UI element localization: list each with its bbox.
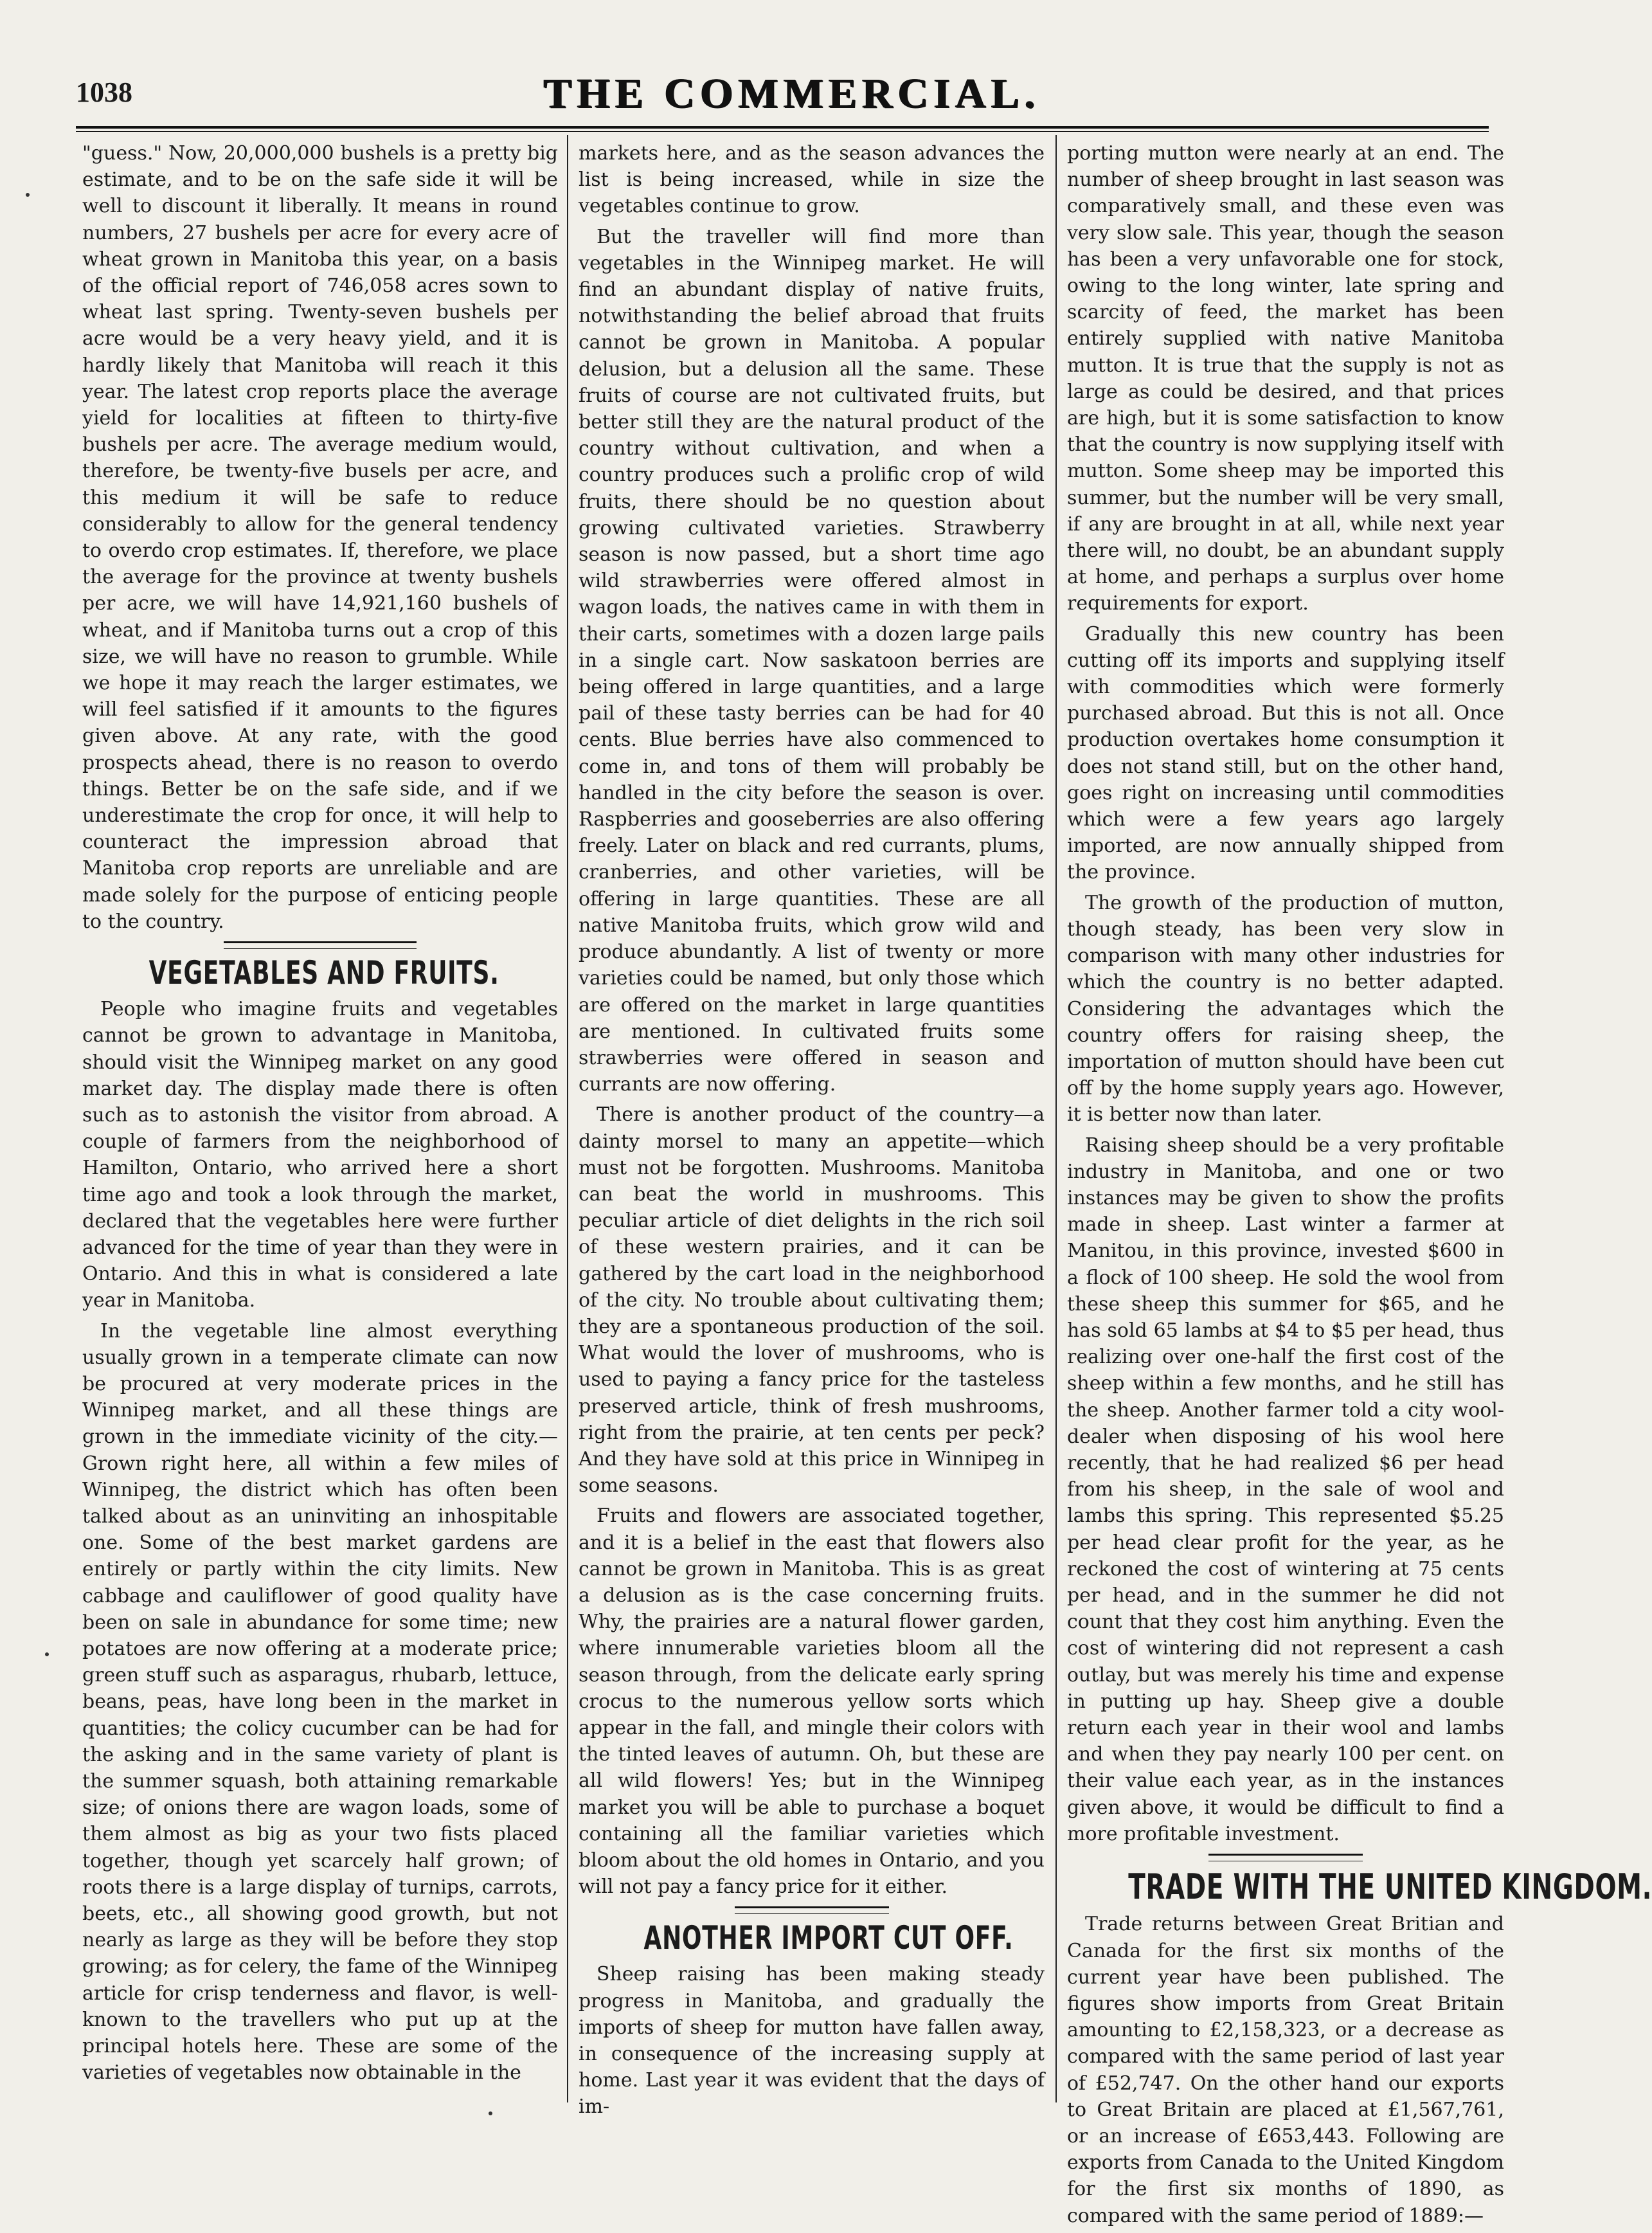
paragraph: In the vegetable line almost everything usually grown in a temperate climate can now be procured at very moderate prices in the Winnipeg market, and all these things are grown in the immediate vicinity of the city.—Grown right here, all within a few miles of Winnipeg, the district which has often been talked about as an uninviting an inhospitable one. Some of the best market gardens are entirely or partly within the city limits. New cabbage and cauliflower of good quality have been on sale in abundance for some time; new potatoes are now offering at a moderate price; green stuff such as asparagus, rhubarb, lettuce, beans, peas, have long been in the market in quantities; the colicy cucumber can be had for the asking and in the same variety of plant is the summer squash, both attaining remarkable size; of onions there are wagon loads, some of them almost as big as your two fists placed together, though yet scarcely half grown; of roots there is a large display of turnips, carrots, beets, etc., all showing good growth, but not nearly as large as they will be before they stop growing; as for celery, the fame of the Winnipeg article for crisp tenderness and flavor, is well-known to the travellers who put up at the principal hotels here. These are some of the varieties of vegetables now obtainable in the	[82, 1319, 558, 2084]
paragraph: Trade returns between Great Britian and Canada for the first six months of the current year have been published. The figures show imports from Great Britain amounting to £2,158,323, or a decrease as compared with the same period of last year of £52,747. On the other hand our exports to Great Britain are placed at £1,567,761, or an increase of £653,443. Following are exports from Canada to the United Kingdom for the first six months of 1890, as compared with the same period of 1889:—	[1067, 1913, 1504, 2227]
section-rule	[1208, 1854, 1363, 1861]
section-rule	[224, 941, 417, 949]
paragraph: porting mutton were nearly at an end. The number of sheep brought in last season was comparatively small, and these even was very slow sale. This year, though the season has been a very unfavorable one for stock, owing to the long winter, late spring and scarcity of feed, the market has been entirely supplied with native Manitoba mutton. It is true that the supply is not as large as could be desired, and that prices are high, but it is some satisfaction to know that the country is now supplying itself with mutton. Some sheep may be imported this summer, but the number will be very small, if any are brought in at all, while next year there will, no doubt, be an abundant supply at home, and perhaps a surplus over home requirements for export.	[1067, 142, 1504, 615]
header-rule	[76, 126, 1489, 132]
masthead-title: THE COMMERCIAL.	[543, 70, 1041, 117]
paragraph: "guess." Now, 20,000,000 bushels is a pretty big estimate, and to be on the safe side it will be well to discount it liberally. It means in round numbers, 27 bushels per acre for every acre of wheat grown in Manitoba this year, on a basis of the official report of 746,058 acres sown to wheat last spring. Twenty-seven bushels per acre would be a very heavy yield, and it is hardly likely that Manitoba will reach it this year. The latest crop reports place the average yield for localities at fifteen to thirty-five bushels per acre. The average medium would, therefore, be twenty-five busels per acre, and this medium it will be safe to reduce considerably to allow for the general tendency to overdo crop estimates. If, therefore, we place the average for the province at twenty bushels per acre, we will have 14,921,160 bushels of wheat, and if Manitoba turns out a crop of this size, we will have no reason to grumble. While we hope it may reach the larger estimates, we will feel satisfied if it amounts to the figures given above. At any rate, with the good prospects ahead, there is no reason to overdo things. Better be on the safe side, and if we underestimate the crop for once, it will help to counteract the impression abroad that Manitoba crop reports are unreliable and are made solely for the purpose of enticing people to the country.	[82, 142, 558, 933]
paragraph: But the traveller will find more than vegetables in the Winnipeg market. He will find an abundant display of native fruits, notwithstanding the belief abroad that fruits cannot be grown in Manitoba. A popular delusion, but a delusion all the same. These fruits of course are not cultivated fruits, but better still they are the natural product of the country without cultivation, and when a country produces such a prolific crop of wild fruits, there should be no question about growing cultivated varieties. Strawberry season is now passed, but a short time ago wild strawberries were offered almost in wagon loads, the natives came in with them in their carts, sometimes with a dozen large pails in a single cart. Now saskatoon berries are being offered in large quantities, and a large pail of these tasty berries can be had for 40 cents. Blue berries have also commenced to come in, and tons of them will probably be handled in the city before the season is over. Raspberries and gooseberries are also offering freely. Later on black and red currants, plums, cranberries, and other varieties, will be offering in large quantities. These are all native Manitoba fruits, which grow wild and produce abundantly. A list of twenty or more varieties could be named, but only those which are offered on the market in large quantities are mentioned. In cultivated fruits some strawberries were offered in season and currants are now offering.	[579, 225, 1045, 1096]
column-1	[82, 140, 558, 2090]
paragraph: The growth of the production of mutton, though steady, has been very slow in comparison with many other industries for which the country is no better adapted. Considering the advantages which the country offers for raising sheep, the importation of mutton should have been cut off by the home supply years ago. However, it is better now than later.	[1067, 891, 1504, 1126]
page-number: 1038	[76, 77, 132, 108]
column-3	[1067, 140, 1652, 2233]
paragraph: People who imagine fruits and vegetables cannot be grown to advantage in Manitoba, should visit the Winnipeg market on any good market day. The display made there is often such as to astonish the visitor from abroad. A couple of farmers from the neighborhood of Hamilton, Ontario, who arrived here a short time ago and took a look through the market, declared that the vegetables here were further advanced for the time of year than they were in Ontario. And this in what is considered a late year in Manitoba.	[82, 998, 558, 1312]
paragraph: There is another product of the country—a dainty morsel to many an appetite—which must not be forgotten. Mushrooms. Manitoba can beat the world in mushrooms. This peculiar article of diet delights in the rich soil of these western prairies, and it can be gathered by the cart load in the neighborhood of the city. No trouble about cultivating them; they are a spontaneous production of the soil. What would the lover of mushrooms, who is used to paying a fancy price for the tasteless preserved article, think of fresh mushrooms, right from the prairie, at ten cents per peck? And they have sold at this price in Winnipeg in some seasons.	[579, 1103, 1045, 1497]
headline-vegetables-fruits: VEGETABLES AND FRUITS.	[148, 954, 499, 992]
ink-speck	[489, 2111, 492, 2115]
column-rule-2	[1055, 135, 1057, 2102]
section-rule	[735, 1906, 889, 1914]
headline-another-import: ANOTHER IMPORT CUT OFF.	[643, 1919, 1014, 1957]
column-rule-1	[567, 135, 568, 2102]
column-2	[579, 140, 1045, 2124]
paragraph: Gradually this new country has been cutting off its imports and supplying itself with commodities which were formerly purchased abroad. But this is not all. Once production overtakes home consumption it does not stand still, but on the other hand, goes right on increasing until commodities which were a few years ago largely imported, are now annually shipped from the province.	[1067, 622, 1504, 884]
paragraph: Sheep raising has been making steady progress in Manitoba, and gradually the imports of sheep for mutton have fallen away, in consequence of the increasing supply at home. Last year it was evident that the days of im-	[579, 1963, 1045, 2119]
paragraph: Raising sheep should be a very profitable industry in Manitoba, and one or two instances may be given to show the profits made in sheep. Last winter a farmer at Manitou, in this province, invested $600 in a flock of 100 sheep. He sold the wool from these sheep this summer for $65, and he has sold 65 lambs at $4 to $5 per head, thus realizing over one-half the first cost of the sheep within a few months, and he still has the sheep. Another farmer told a city wool-dealer when disposing of his wool here recently, that he had realized $6 per head from his sheep, in the sale of wool and lambs this spring. This represented $5.25 per head clear profit for the year, as he reckoned the cost of wintering at 75 cents per head, and in the summer he did not count that they cost him anything. Even the cost of wintering did not represent a cash outlay, but was merely his time and expense in putting up hay. Sheep give a double return each year in their wool and lambs and when they pay nearly 100 per cent. on their value each year, as in the instances given above, it would be difficult to find a more profitable investment.	[1067, 1134, 1504, 1845]
paragraph: Fruits and flowers are associated together, and it is a belief in the east that flowers also cannot be grown in Manitoba. This is as great a delusion as is the case concerning fruits. Why, the prairies are a natural flower garden, where innumerable varieties bloom all the season through, from the delicate early spring crocus to the numerous yellow sorts which appear in the fall, and mingle their colors with the tinted leaves of autumn. Oh, but these are all wild flowers! Yes; but in the Winnipeg market you will be able to purchase a boquet containing all the familiar varieties which bloom about the old homes in Ontario, and you will not pay a fancy price for it either.	[579, 1505, 1045, 1899]
ink-speck	[45, 1652, 49, 1656]
ink-speck	[26, 193, 30, 197]
headline-trade-united-kingdom: TRADE WITH THE UNITED KINGDOM.	[1128, 1867, 1652, 1907]
paragraph: markets here, and as the season advances the list is being increased, while in size the vegetables continue to grow.	[579, 142, 1045, 218]
